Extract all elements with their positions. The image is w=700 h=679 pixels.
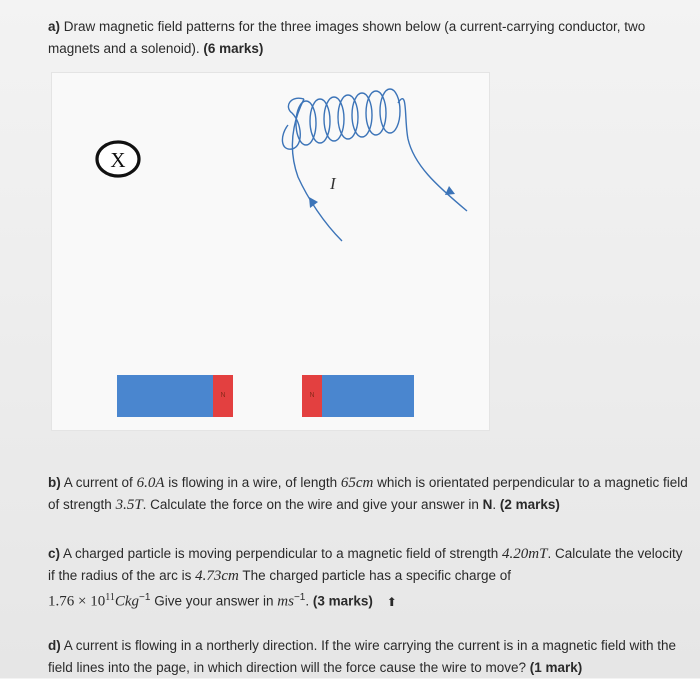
question-d (48, 635, 693, 679)
question-c-marks: (3 marks) (312, 593, 373, 609)
question-c-specific-charge-exp: 11 (105, 592, 115, 603)
question-b (48, 472, 688, 516)
question-c (48, 543, 688, 613)
magnet-left-body (117, 375, 213, 417)
question-a (48, 16, 688, 60)
question-b-label: b) (48, 475, 61, 490)
current-arrow-out-icon (445, 186, 455, 195)
question-c-text-3: The charged particle has a specific charge of (242, 568, 512, 583)
conductor-symbol: X (110, 148, 126, 172)
question-c-text-2: . Calculate the velocity if the radius of the arc is (48, 546, 683, 583)
question-c-label: c) (48, 546, 61, 561)
question-c-specific-charge: 1.76 × 10 (48, 593, 106, 610)
question-b-text-5: . (492, 497, 497, 512)
question-a-label: a) (48, 19, 61, 34)
question-d-text: A current is flowing in a northerly direction. If the wire carrying the current is in a magnetic field with the field lines into the page, in which direction will the force cause the wire to move? (48, 638, 677, 675)
mouse-cursor-icon: ⬆ (386, 594, 397, 609)
question-a-marks: (6 marks) (203, 41, 264, 56)
question-c-field: 4.20mT (502, 546, 548, 562)
magnet-right-north-pole: N (302, 375, 322, 417)
question-b-unit: N (482, 497, 493, 512)
question-c-text-4: Give your answer in (154, 593, 274, 609)
question-c-text-5: . (305, 593, 310, 609)
solenoid-coil (282, 89, 467, 241)
question-b-marks: (2 marks) (499, 497, 560, 512)
magnet-left-north-pole: N (213, 375, 233, 417)
magnet-right-body (322, 375, 414, 417)
question-d-marks: (1 mark) (529, 660, 583, 675)
question-b-text-2: is flowing in a wire, of length (168, 475, 338, 490)
question-c-text-1: A charged particle is moving perpendicular to a magnetic field of strength (63, 546, 499, 561)
question-b-text-3: which is orientated perpendicular to a magnetic field of strength (48, 475, 688, 512)
question-c-radius: 4.73cm (195, 568, 239, 584)
question-d-label: d) (48, 638, 61, 653)
question-b-field: 3.5T (115, 497, 143, 513)
question-c-specific-charge-unit: Ckg (114, 593, 140, 610)
question-b-text-1: A current of (63, 475, 133, 490)
question-a-text: Draw magnetic field patterns for the three images shown below (a current-carrying conductor, two magnets and a solenoid). (48, 19, 646, 56)
question-b-length: 65cm (340, 475, 374, 491)
question-c-answer-unit: ms (277, 593, 294, 610)
question-b-text-4: . Calculate the force on the wire and give your answer in (142, 497, 479, 512)
question-b-current: 6.0A (136, 475, 165, 491)
question-c-specific-charge-unit-exp: −1 (139, 592, 151, 603)
question-c-answer-unit-exp: −1 (293, 592, 306, 603)
current-label: I (330, 174, 336, 193)
